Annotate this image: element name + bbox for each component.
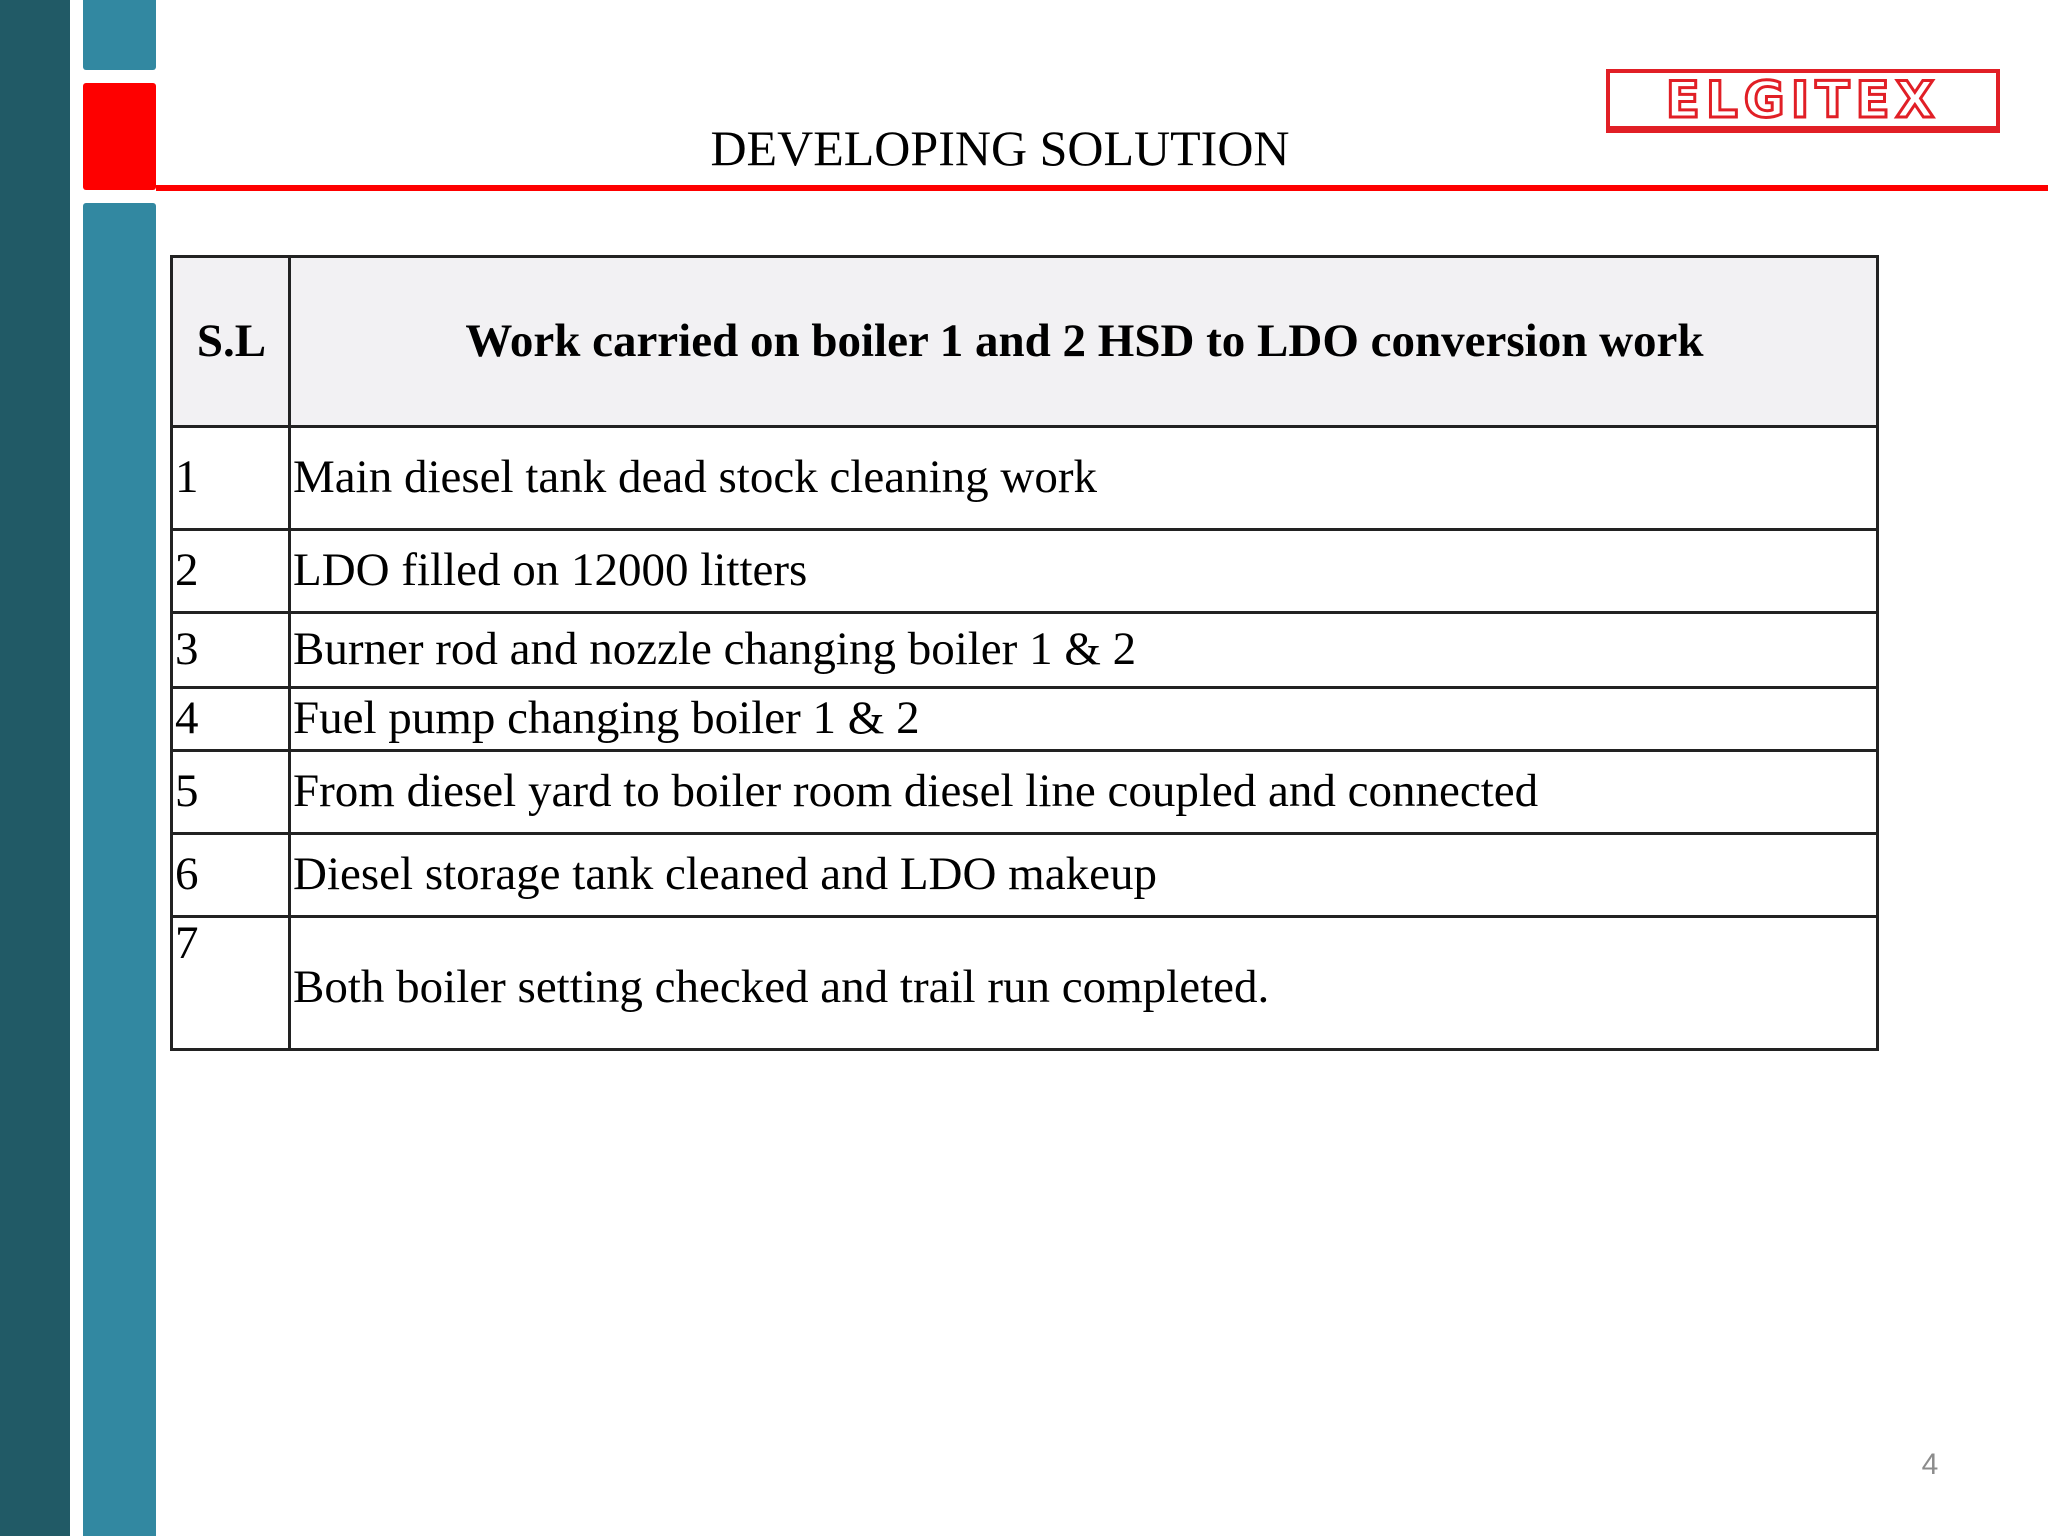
- table-row: [172, 530, 1878, 613]
- table-row: [172, 917, 1878, 1050]
- work-table: [170, 255, 1879, 1051]
- row-number: 6: [172, 834, 290, 917]
- header-sl: S.L: [172, 257, 290, 427]
- row-description: LDO filled on 12000 litters: [290, 530, 1878, 613]
- left-stripe-top: [83, 0, 156, 70]
- table-row: [172, 613, 1878, 688]
- left-stripe-dark: [0, 0, 70, 1536]
- row-description: Both boiler setting checked and trail run completed.: [290, 917, 1878, 1050]
- table-header-row: [172, 257, 1878, 427]
- row-description: Fuel pump changing boiler 1 & 2: [290, 688, 1878, 751]
- row-number: 3: [172, 613, 290, 688]
- header-work: Work carried on boiler 1 and 2 HSD to LDO conversion work: [290, 257, 1878, 427]
- table-row: [172, 427, 1878, 530]
- table-row: [172, 688, 1878, 751]
- logo-text: ELGITEX: [1665, 70, 1941, 129]
- row-number: 5: [172, 751, 290, 834]
- row-description: Diesel storage tank cleaned and LDO makeup: [290, 834, 1878, 917]
- table-row: [172, 751, 1878, 834]
- row-description: Main diesel tank dead stock cleaning work: [290, 427, 1878, 530]
- header-rule: [156, 185, 2048, 191]
- row-number: 1: [172, 427, 290, 530]
- slide-title: DEVELOPING SOLUTION: [710, 120, 1290, 176]
- left-stripe-blue: [83, 203, 156, 1536]
- row-description: From diesel yard to boiler room diesel line coupled and connected: [290, 751, 1878, 834]
- row-number: 2: [172, 530, 290, 613]
- row-number: 7: [172, 917, 290, 1050]
- row-number: 4: [172, 688, 290, 751]
- table-row: [172, 834, 1878, 917]
- page-number: 4: [1921, 1448, 1939, 1481]
- row-description: Burner rod and nozzle changing boiler 1 & 2: [290, 613, 1878, 688]
